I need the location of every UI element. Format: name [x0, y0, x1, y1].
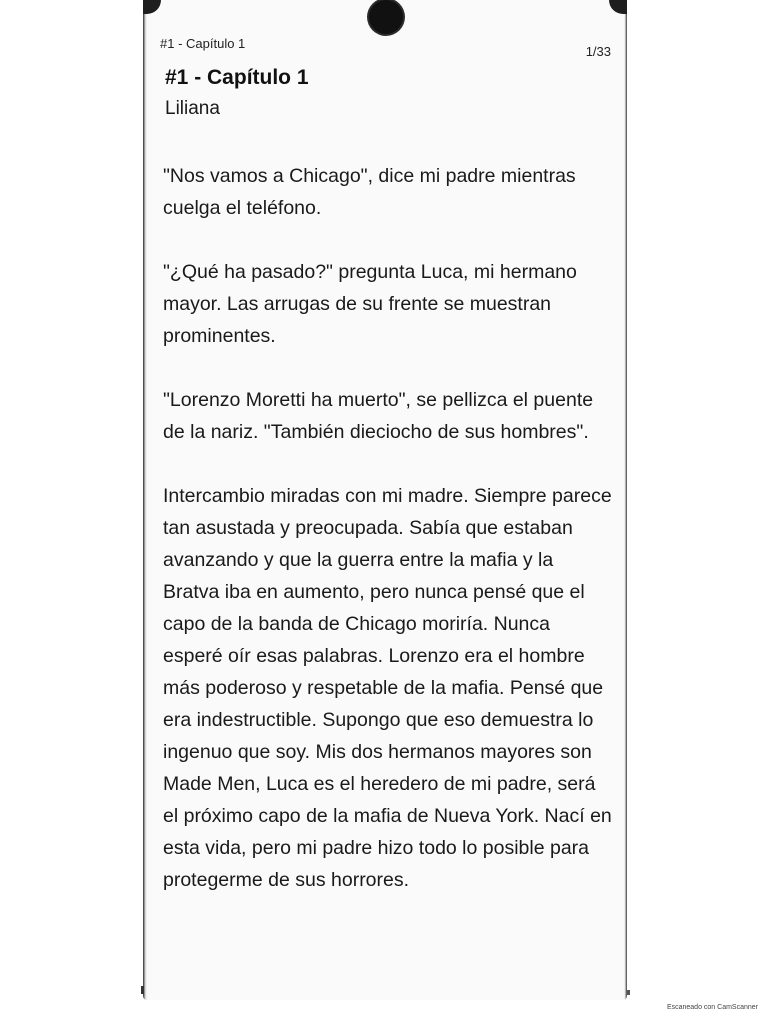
- paragraph: "Nos vamos a Chicago", dice mi padre mientras cuelga el teléfono.: [163, 165, 576, 219]
- phone-bezel-left: [143, 0, 147, 1000]
- chapter-body: [163, 160, 613, 896]
- chapter-author: Liliana: [165, 98, 220, 119]
- paragraph: Intercambio miradas con mi madre. Siempre parece tan asustada y preocupada. Sabía que estaban avanzando y que la guerra entre la mafia y la Bratva iba en aumento, pero nunca pensé que el capo de la banda de Chicago moriría. Nunca esperé oír esas palabras. Lorenzo era el hombre más poderoso y respetable de la mafia. Pensé que era indestructible. Supongo que eso demuestra lo ingenuo que soy. Mis dos hermanos mayores son Made Men, Luca es el heredero de mi padre, será el próximo capo de la mafia de Nueva York. Nací en esta vida, pero mi padre hizo todo lo posible para protegerme de sus horrores.: [163, 485, 612, 891]
- scanner-watermark: Escaneado con CamScanner: [666, 1004, 758, 1011]
- phone-bezel-right: [624, 0, 627, 1000]
- reader-header-title: #1 - Capítulo 1: [160, 36, 246, 51]
- page-indicator: 1/33: [585, 44, 611, 59]
- scan-edge-mark: [627, 990, 630, 995]
- phone-corner-left: [143, 0, 161, 14]
- scan-edge-mark: [141, 986, 144, 994]
- phone-corner-right: [609, 0, 627, 14]
- chapter-title: #1 - Capítulo 1: [165, 66, 309, 89]
- paragraph: "Lorenzo Moretti ha muerto", se pellizca el puente de la nariz. "También dieciocho de sus hombres".: [163, 389, 594, 443]
- front-camera-cutout: [369, 0, 403, 34]
- paragraph: "¿Qué ha pasado?" pregunta Luca, mi hermano mayor. Las arrugas de su frente se muestran prominentes.: [163, 261, 577, 347]
- phone-screen: [143, 0, 627, 1000]
